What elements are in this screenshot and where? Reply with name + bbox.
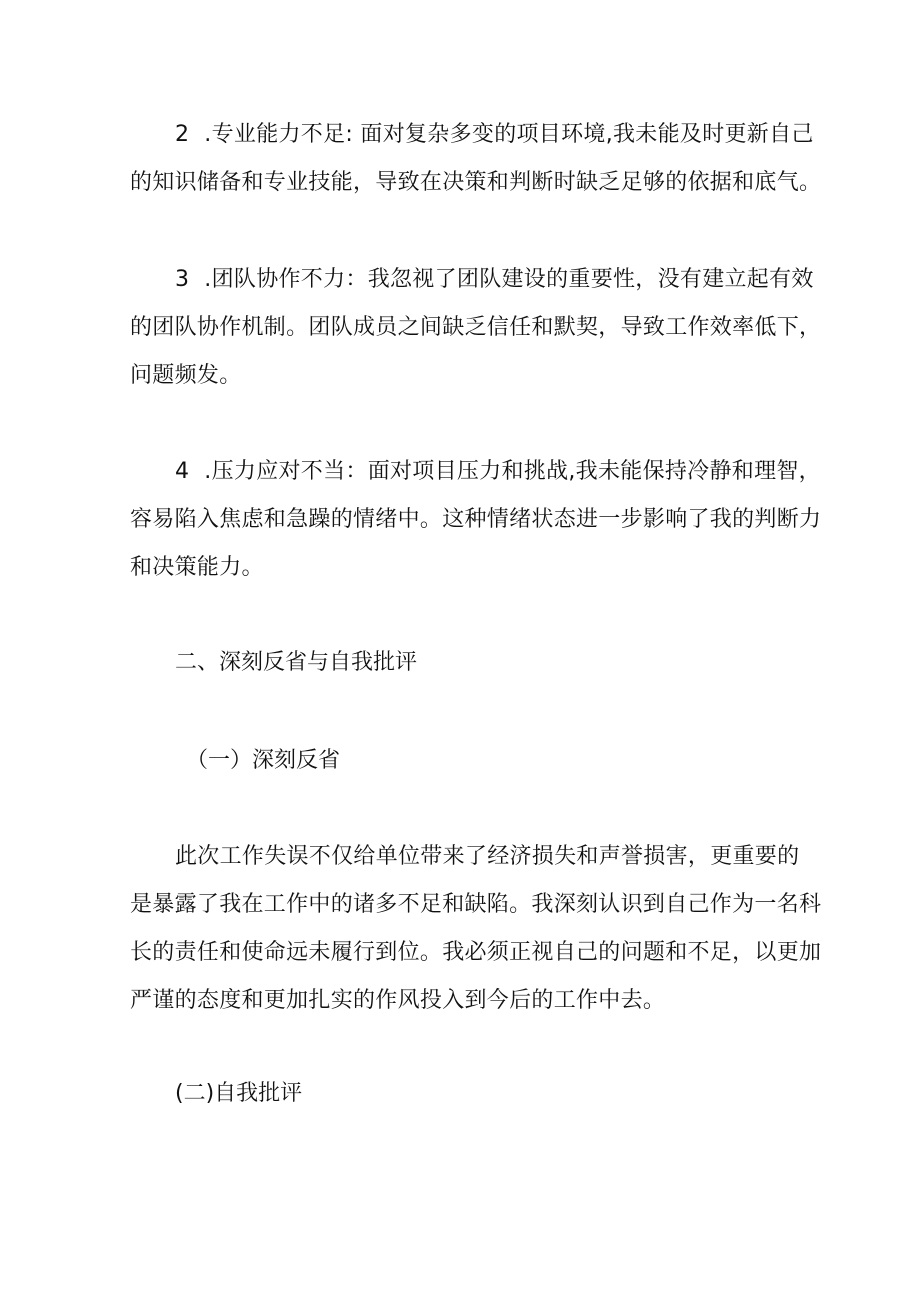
paragraph-line: 4 .压力应对不当：面对项目压力和挑战,我未能保持冷静和理智， bbox=[130, 448, 795, 496]
paragraph-line: 此次工作失误不仅给单位带来了经济损失和声誉损害，更重要的 bbox=[175, 844, 800, 869]
paragraph-line: 长的责任和使命远未履行到位。我必须正视自己的问题和不足，以更加 bbox=[130, 940, 822, 965]
paragraph-line: 2 .专业能力不足: 面对复杂多变的项目环境,我未能及时更新自己 bbox=[130, 111, 795, 159]
paragraph-line: 的团队协作机制。团队成员之间缺乏信任和默契，导致工作效率低下， bbox=[130, 315, 822, 340]
paragraph-line: 严谨的态度和更加扎实的作风投入到今后的工作中去。 bbox=[130, 988, 666, 1013]
paragraph-line: 问题频发。 bbox=[130, 363, 242, 388]
paragraph-line: 和决策能力。 bbox=[130, 555, 264, 580]
paragraph-number: 3 bbox=[175, 267, 190, 292]
paragraph-number: 4 bbox=[175, 459, 190, 484]
section-heading: 二、深刻反省与自我批评 bbox=[175, 650, 418, 675]
paragraph-professional-ability bbox=[130, 111, 822, 207]
paragraph-line: 容易陷入焦虑和急躁的情绪中。这种情绪状态进一步影响了我的判断力 bbox=[130, 507, 822, 532]
subheading-deep-reflection: （一）深刻反省 bbox=[186, 748, 341, 773]
paragraph-line: 的知识储备和专业技能，导致在决策和判断时缺乏足够的依据和底气。 bbox=[130, 170, 822, 195]
paragraph-line: 3 .团队协作不力：我忽视了团队建设的重要性，没有建立起有效 bbox=[130, 256, 795, 304]
paragraph-team-collaboration bbox=[130, 256, 822, 400]
paragraph-reflection bbox=[130, 833, 822, 1025]
paragraph-number: 2 bbox=[175, 122, 190, 147]
paragraph-stress-handling bbox=[130, 448, 822, 592]
subheading-self-criticism: (二)自我批评 bbox=[175, 1081, 303, 1106]
paragraph-line: 是暴露了我在工作中的诸多不足和缺陷。我深刻认识到自己作为一名科 bbox=[130, 892, 822, 917]
